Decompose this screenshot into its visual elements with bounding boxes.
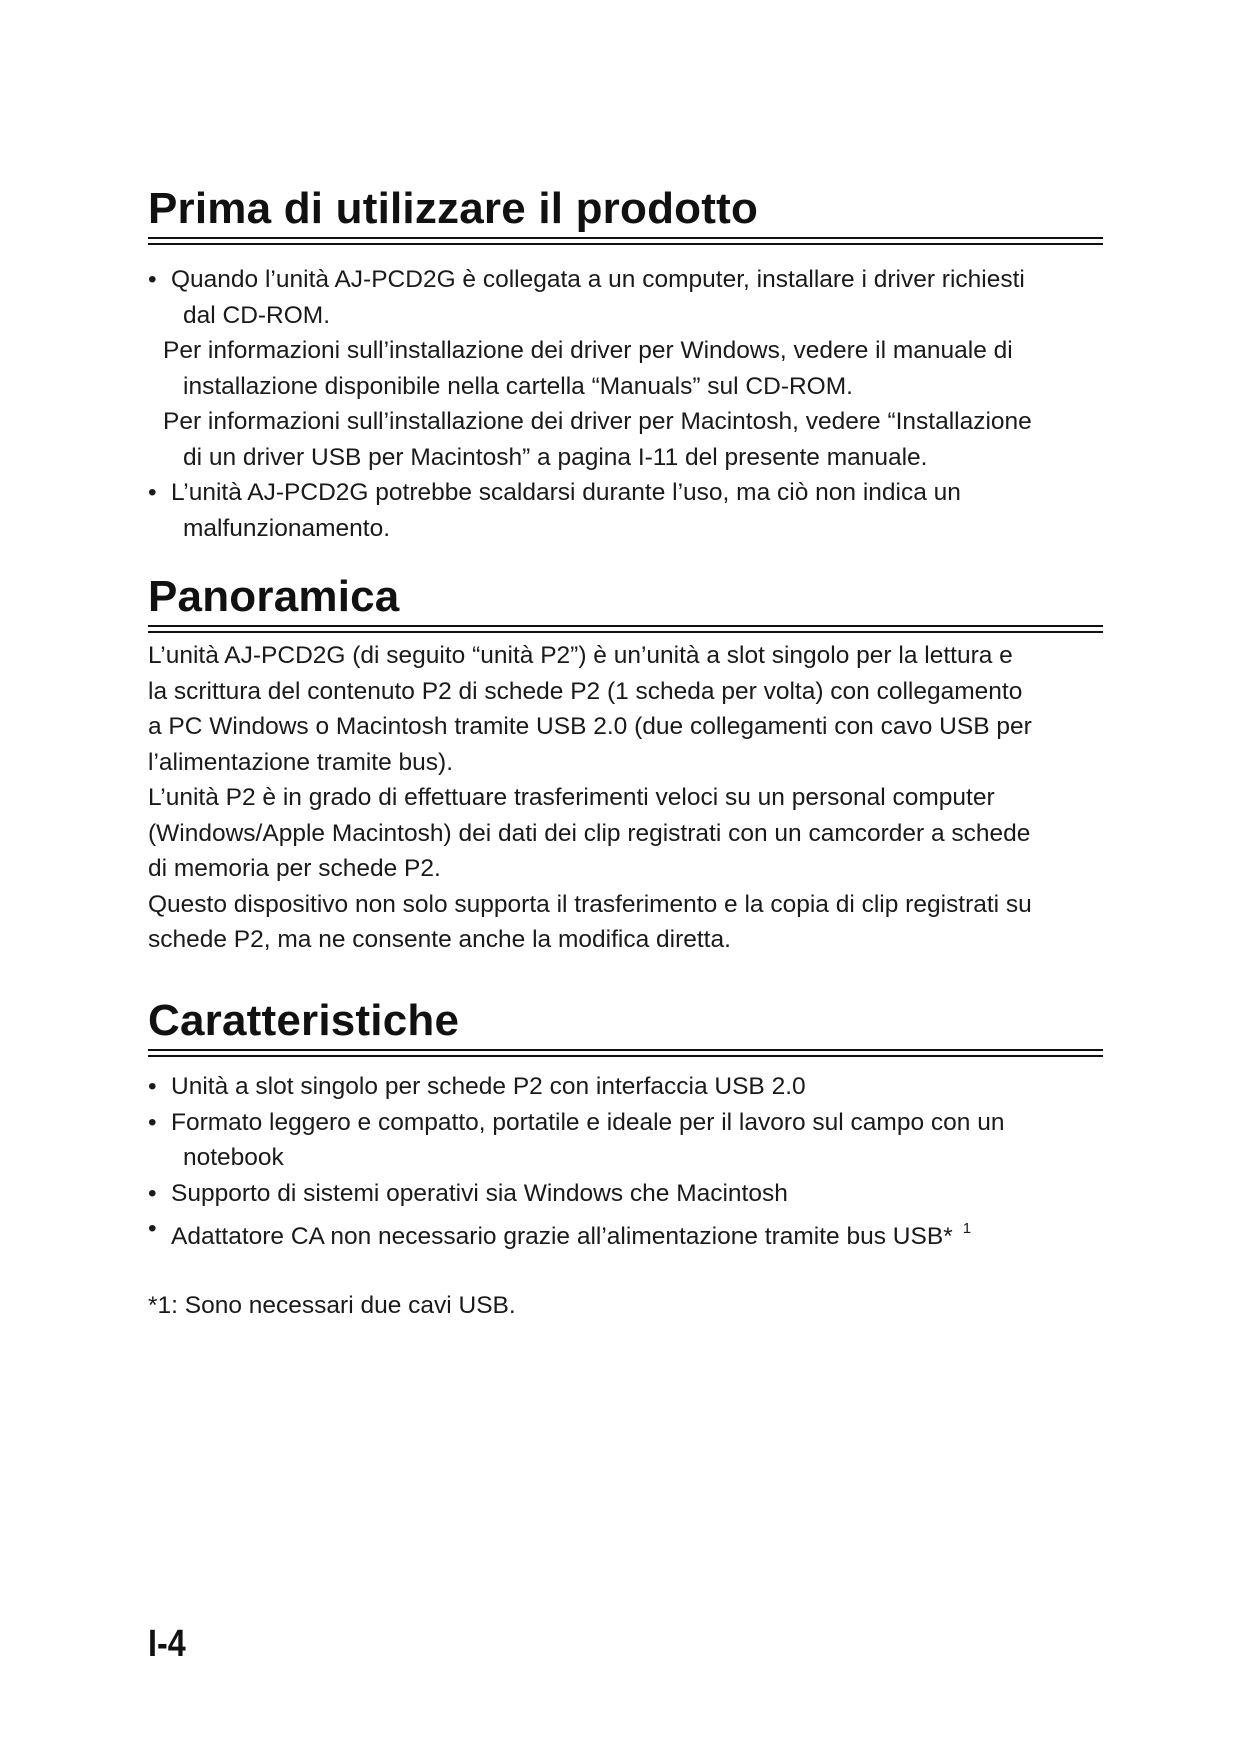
list-item-text: L’unità AJ-PCD2G potrebbe scaldarsi durante l’uso, ma ciò non indica un [171, 479, 961, 506]
paragraph-text: di un driver USB per Macintosh” a pagina I-11 del presente manuale. [183, 443, 928, 471]
list-item [148, 262, 1103, 333]
page-number: I-4 [148, 1623, 186, 1665]
heading-prima: Prima di utilizzare il prodotto [148, 184, 759, 233]
list-item [148, 1211, 1103, 1255]
list-item-text: Supporto di sistemi operativi sia Windows che Macintosh [171, 1179, 788, 1207]
bullet-icon: • [148, 1108, 157, 1136]
list-item-text: Quando l’unità AJ-PCD2G è collegata a un computer, installare i driver richiesti [171, 266, 1025, 293]
paragraph [148, 333, 1103, 404]
list-item-text: Unità a slot singolo per schede P2 con interfaccia USB 2.0 [171, 1073, 806, 1100]
list-item [148, 1069, 1103, 1105]
list-item-text: dal CD-ROM. [183, 301, 331, 329]
list-item-text: Formato leggero e compatto, portatile e ideale per il lavoro sul campo con un [171, 1108, 1005, 1136]
paragraph-text: Per informazioni sull’installazione dei driver per Windows, vedere il manuale di [163, 337, 1013, 364]
section-caratteristiche [148, 995, 1103, 1255]
list-item [148, 475, 1103, 546]
section-prima [148, 183, 1103, 546]
section-caratteristiche-body [148, 1069, 1103, 1255]
paragraph-line: L’unità P2 è in grado di effettuare trasferimenti veloci su un personal computer [148, 784, 995, 811]
list-item-text [171, 1211, 1103, 1255]
heading-caratteristiche: Caratteristiche [148, 996, 460, 1045]
list-item [148, 1105, 1103, 1176]
footnote-marker: 1 [962, 1220, 972, 1237]
bullet-icon: • [148, 1073, 157, 1100]
bullet-icon: • [148, 266, 157, 293]
paragraph-line: l’alimentazione tramite bus). [148, 748, 454, 776]
bullet-icon: • [148, 479, 157, 506]
paragraph [148, 404, 1103, 475]
bullet-icon: • [148, 1179, 157, 1207]
heading-rule [148, 237, 1103, 245]
paragraph-line: L’unità AJ-PCD2G (di seguito “unità P2”) è un’unità a slot singolo per la lettura e [148, 642, 1013, 669]
section-prima-body [148, 262, 1103, 546]
list-item-text: notebook [183, 1144, 284, 1171]
paragraph-line: a PC Windows o Macintosh tramite USB 2.0 (due collegamenti con cavo USB per [148, 713, 1032, 740]
heading-panoramica: Panoramica [148, 572, 400, 621]
paragraph-line: schede P2, ma ne consente anche la modifica diretta. [148, 926, 731, 953]
paragraph-line: di memoria per schede P2. [148, 855, 441, 882]
paragraph-text: installazione disponibile nella cartella “Manuals” sul CD-ROM. [183, 372, 853, 400]
bullet-icon: • [148, 1215, 157, 1242]
section-panoramica-body [148, 638, 1103, 958]
paragraph-line: Questo dispositivo non solo supporta il trasferimento e la copia di clip registrati su [148, 890, 1032, 918]
list-item-text-main: Adattatore CA non necessario grazie all’alimentazione tramite bus USB* [171, 1223, 953, 1250]
footnote: *1: Sono necessari due cavi USB. [148, 1292, 516, 1319]
section-panoramica [148, 571, 1103, 958]
heading-rule [148, 1049, 1103, 1057]
heading-rule [148, 625, 1103, 633]
paragraph-text: Per informazioni sull’installazione dei driver per Macintosh, vedere “Installazione [163, 408, 1032, 435]
paragraph-line: (Windows/Apple Macintosh) dei dati dei clip registrati con un camcorder a schede [148, 819, 1031, 847]
paragraph-line: la scrittura del contenuto P2 di schede P2 (1 scheda per volta) con collegamento [148, 677, 1023, 705]
list-item [148, 1176, 1103, 1212]
list-item-text: malfunzionamento. [183, 514, 391, 542]
